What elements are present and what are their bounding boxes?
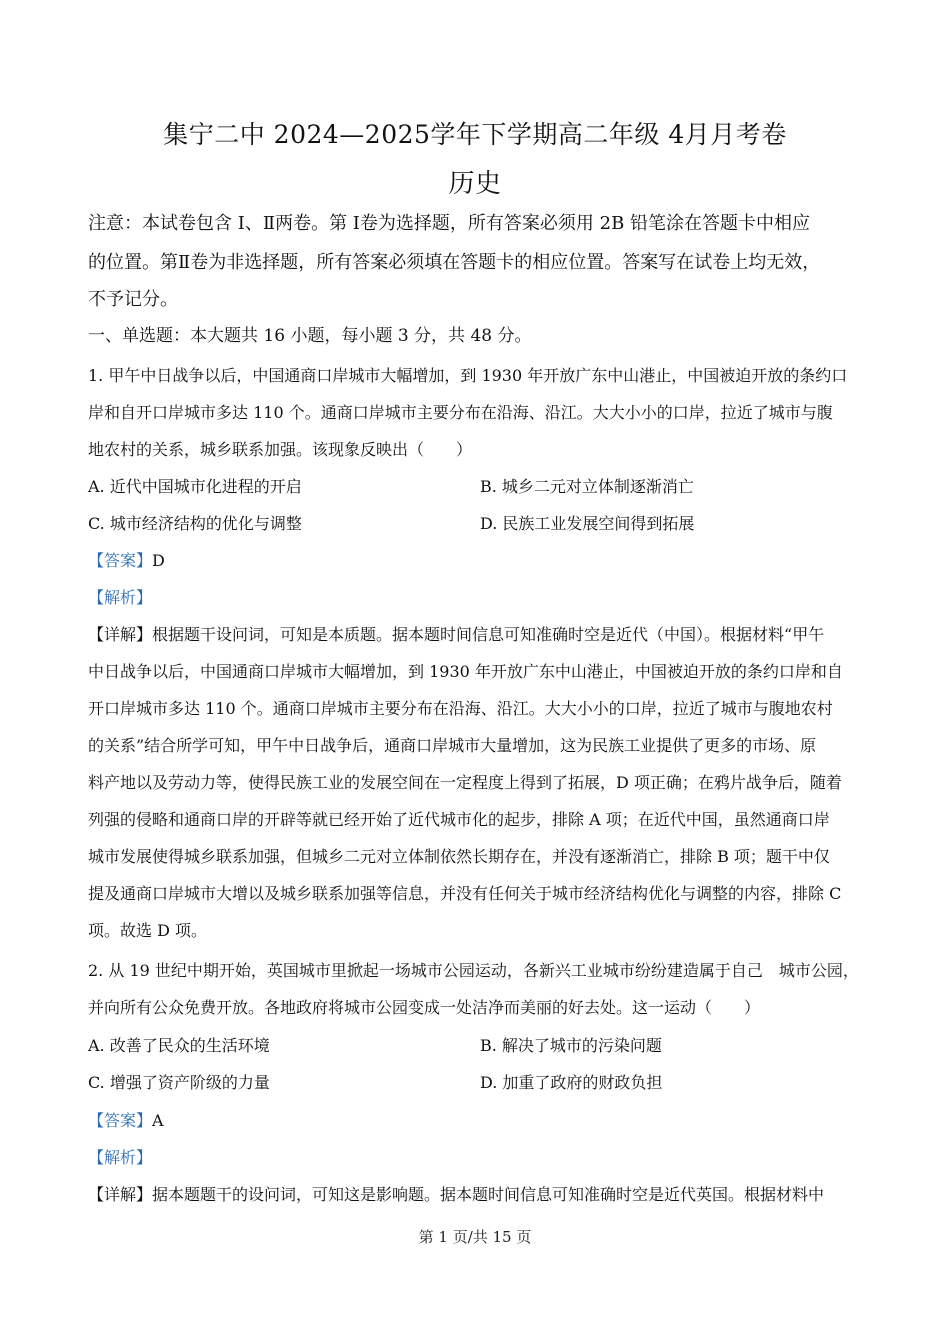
question-stem: 1. 甲午中日战争以后，中国通商口岸城市大幅增加，到 1930 年开放广东中山港止，中国被迫开放的条约口 [88,366,848,385]
section-heading: 一、单选题：本大题共 16 小题，每小题 3 分，共 48 分。 [88,326,532,346]
option-c: C. 城市经济结构的优化与调整 [88,514,302,533]
analysis-tag: 【解析】 [88,588,153,607]
detail-text: 根据题干设问词，可知是本质题。据本题时间信息可知准确时空是近代（中国）。根据材料“甲午 [152,625,825,644]
option-a: A. 改善了民众的生活环境 [88,1036,270,1055]
notice-line: 注意：本试卷包含 Ⅰ、Ⅱ两卷。第 Ⅰ卷为选择题，所有答案必须用 2B 铅笔涂在答题卡中相应 [88,213,811,234]
detail-line: 提及通商口岸城市大增以及城乡联系加强等信息，并没有任何关于城市经济结构优化与调整的内容，排除 C [88,884,842,903]
notice-line: 不予记分。 [88,289,178,310]
detail-line [88,625,878,645]
question-stem: 2. 从 19 世纪中期开始，英国城市里掀起一场城市公园运动，各新兴工业城市纷纷建造属于自己 城市公园， [88,961,859,980]
detail-tag: 【详解】 [88,625,153,644]
answer-value: D [152,551,165,570]
question-stem: 岸和自开口岸城市多达 110 个。通商口岸城市主要分布在沿海、沿江。大大小小的口岸，拉近了城市与腹 [88,403,833,422]
detail-line: 项。故选 D 项。 [88,921,208,940]
answer-line [88,551,165,571]
detail-line: 的关系”结合所学可知，甲午中日战争后，通商口岸城市大量增加，这为民族工业提供了更多的市场、原 [88,736,817,755]
option-d: D. 加重了政府的财政负担 [480,1073,663,1092]
detail-text: 据本题题干的设问词，可知这是影响题。据本题时间信息可知准确时空是近代英国。根据材料中 [152,1185,825,1204]
option-d: D. 民族工业发展空间得到拓展 [480,514,695,533]
detail-line: 城市发展使得城乡联系加强，但城乡二元对立体制依然长期存在，并没有逐渐消亡，排除 B 项；题干中仅 [88,847,830,866]
detail-line [88,1185,878,1205]
option-c: C. 增强了资产阶级的力量 [88,1073,270,1092]
option-a: A. 近代中国城市化进程的开启 [88,477,302,496]
answer-tag: 【答案】 [88,551,153,570]
subject-title: 历史 [448,169,502,199]
answer-value: A [152,1111,164,1130]
option-b: B. 解决了城市的污染问题 [480,1036,662,1055]
notice-line: 的位置。第Ⅱ卷为非选择题，所有答案必须填在答题卡的相应位置。答案写在试卷上均无效， [88,252,821,273]
detail-line: 中日战争以后，中国通商口岸城市大幅增加，到 1930 年开放广东中山港止，中国被迫开放的条约口岸和自 [88,662,843,681]
question-stem: 并向所有公众免费开放。各地政府将城市公园变成一处洁净而美丽的好去处。这一运动（ ） [88,998,761,1017]
detail-line: 开口岸城市多达 110 个。通商口岸城市主要分布在沿海、沿江。大大小小的口岸，拉近了城市与腹地农村 [88,699,833,718]
page-footer: 第 1 页/共 15 页 [418,1228,532,1246]
exam-title: 集宁二中 2024—2025学年下学期高二年级 4月月考卷 [163,120,787,149]
answer-line [88,1111,164,1131]
detail-line: 列强的侵略和通商口岸的开辟等就已经开始了近代城市化的起步，排除 A 项；在近代中国，虽然通商口岸 [88,810,830,829]
detail-tag: 【详解】 [88,1185,153,1204]
option-b: B. 城乡二元对立体制逐渐消亡 [480,477,694,496]
answer-tag: 【答案】 [88,1111,153,1130]
question-stem: 地农村的关系，城乡联系加强。该现象反映出（ ） [88,440,473,459]
detail-line: 料产地以及劳动力等，使得民族工业的发展空间在一定程度上得到了拓展，D 项正确；在鸦片战争后，随着 [88,773,842,792]
analysis-tag: 【解析】 [88,1148,153,1167]
